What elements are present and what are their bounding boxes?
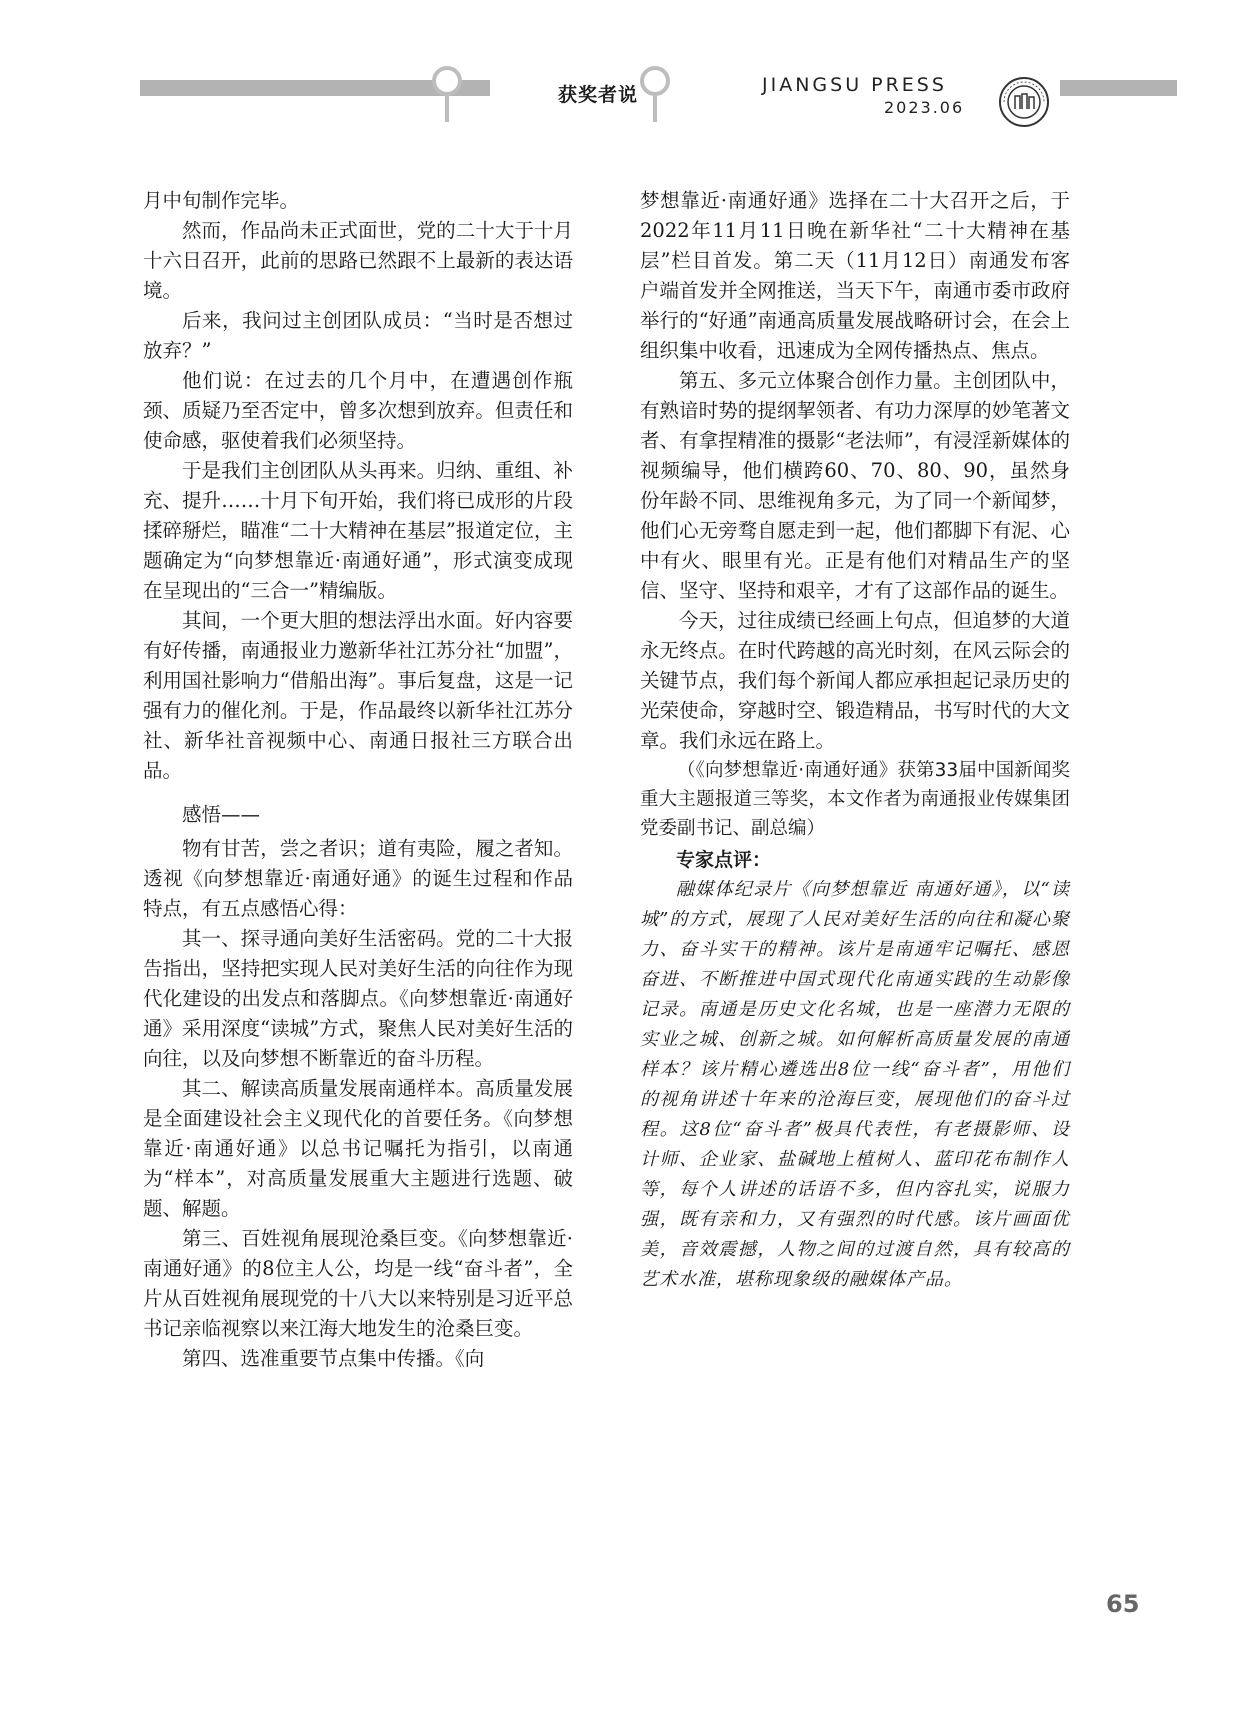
paragraph: 物有甘苦，尝之者识；道有夷险，履之者知。透视《向梦想靠近·南通好通》的诞生过程和作品特点，有五点感悟心得： xyxy=(143,837,573,920)
expert-review-body: 融媒体纪录片《向梦想靠近 南通好通》，以“读城”的方式，展现了人民对美好生活的向往和凝心聚力、奋斗实干的精神。该片是南通牢记嘱托、感恩奋进、不断推进中国式现代化南通实践的生动影像记录。南通是历史文化名城，也是一座潜力无限的实业之城、创新之城。如何解析高质量发展的南通样本？该片精心遴选出8位一线“奋斗者”，用他们的视角讲述十年来的沧海巨变，展现他们的奋斗过程。这8位“奋斗者”极具代表性，有老摄影师、设计师、企业家、盐碱地上植树人、蓝印花布制作人等，每个人讲述的话语不多，但内容扎实，说服力强，既有亲和力，又有强烈的时代感。该片画面优美，音效震撼，人物之间的过渡自然，具有较高的艺术水准，堪称现象级的融媒体产品。 xyxy=(640,879,1070,1290)
paragraph: 今天，过往成绩已经画上句点，但追梦的大道永无终点。在时代跨越的高光时刻，在风云际会的关键节点，我们每个新闻人都应承担起记录历史的光荣使命，穿越时空、锻造精品，书写时代的大文章。我们永远在路上。 xyxy=(640,609,1070,752)
paragraph: 然而，作品尚未正式面世，党的二十大于十月十六日召开，此前的思路已然跟不上最新的表达语境。 xyxy=(143,219,573,302)
paragraph: 第四、选准重要节点集中传播。《向 xyxy=(182,1347,485,1370)
paragraph: 其一、探寻通向美好生活密码。党的二十大报告指出，坚持把实现人民对美好生活的向往作为现代化建设的出发点和落脚点。《向梦想靠近·南通好通》采用深度“读城”方式，聚焦人民对美好生活的向往，以及向梦想不断靠近的奋斗历程。 xyxy=(143,927,573,1070)
map-pin-icon xyxy=(640,66,674,124)
paragraph: 于是我们主创团队从头再来。归纳、重组、补充、提升……十月下旬开始，我们将已成形的片段揉碎掰烂，瞄准“二十大精神在基层”报道定位，主题确定为“向梦想靠近·南通好通”，形式演变成现在呈现出的“三合一”精编版。 xyxy=(143,459,573,602)
subheading: 感悟—— xyxy=(182,803,261,826)
right-column xyxy=(640,186,1070,1295)
page-number: 65 xyxy=(1106,1590,1140,1618)
expert-review-title: 专家点评： xyxy=(676,849,772,871)
section-title: 获奖者说 xyxy=(558,84,639,106)
press-name: JIANGSU PRESS xyxy=(762,74,947,96)
left-column xyxy=(143,186,573,1374)
paragraph: 第五、多元立体聚合创作力量。主创团队中，有熟谙时势的提纲挈领者、有功力深厚的妙笔著文者、有拿捏精准的摄影“老法师”，有浸淫新媒体的视频编导，他们横跨60、70、80、90，虽然身份年龄不同、思维视角多元，为了同一个新闻梦，他们心无旁骛自愿走到一起，他们都脚下有泥、心中有火、眼里有光。正是有他们对精品生产的坚信、坚守、坚持和艰辛，才有了这部作品的诞生。 xyxy=(640,369,1070,602)
paragraph: 他们说：在过去的几个月中，在遭遇创作瓶颈、质疑乃至否定中，曾多次想到放弃。但责任和使命感，驱使着我们必须坚持。 xyxy=(143,369,573,452)
paragraph: 后来，我问过主创团队成员：“当时是否想过放弃？” xyxy=(143,309,573,362)
press-date: 2023.06 xyxy=(884,98,965,117)
paragraph: 其二、解读高质量发展南通样本。高质量发展是全面建设社会主义现代化的首要任务。《向梦想靠近·南通好通》以总书记嘱托为指引，以南通为“样本”，对高质量发展重大主题进行选题、破题、解题。 xyxy=(143,1077,573,1220)
paragraph: 梦想靠近·南通好通》选择在二十大召开之后，于2022年11月11日晚在新华社“二十大精神在基层”栏目首发。第二天（11月12日）南通发布客户端首发并全网推送，当天下午，南通市委市政府举行的“好通”南通高质量发展战略研讨会，在会上组织集中收看，迅速成为全网传播热点、焦点。 xyxy=(640,189,1070,362)
paragraph: 其间，一个更大胆的想法浮出水面。好内容要有好传播，南通报业力邀新华社江苏分社“加盟”，利用国社影响力“借船出海”。事后复盘，这是一记强有力的催化剂。于是，作品最终以新华社江苏分社、新华社音视频中心、南通日报社三方联合出品。 xyxy=(143,609,573,782)
author-note: （《向梦想靠近·南通好通》获第33届中国新闻奖重大主题报道三等奖，本文作者为南通报业传媒集团党委副书记、副总编） xyxy=(640,760,1070,839)
header-bar-right xyxy=(1060,80,1177,96)
paragraph: 第三、百姓视角展现沧桑巨变。《向梦想靠近·南通好通》的8位主人公，均是一线“奋斗者”，全片从百姓视角展现党的十八大以来特别是习近平总书记亲临视察以来江海大地发生的沧桑巨变。 xyxy=(143,1227,573,1340)
map-pin-icon xyxy=(432,66,466,124)
paragraph: 月中旬制作完毕。 xyxy=(143,189,300,212)
press-seal-logo xyxy=(998,76,1050,128)
